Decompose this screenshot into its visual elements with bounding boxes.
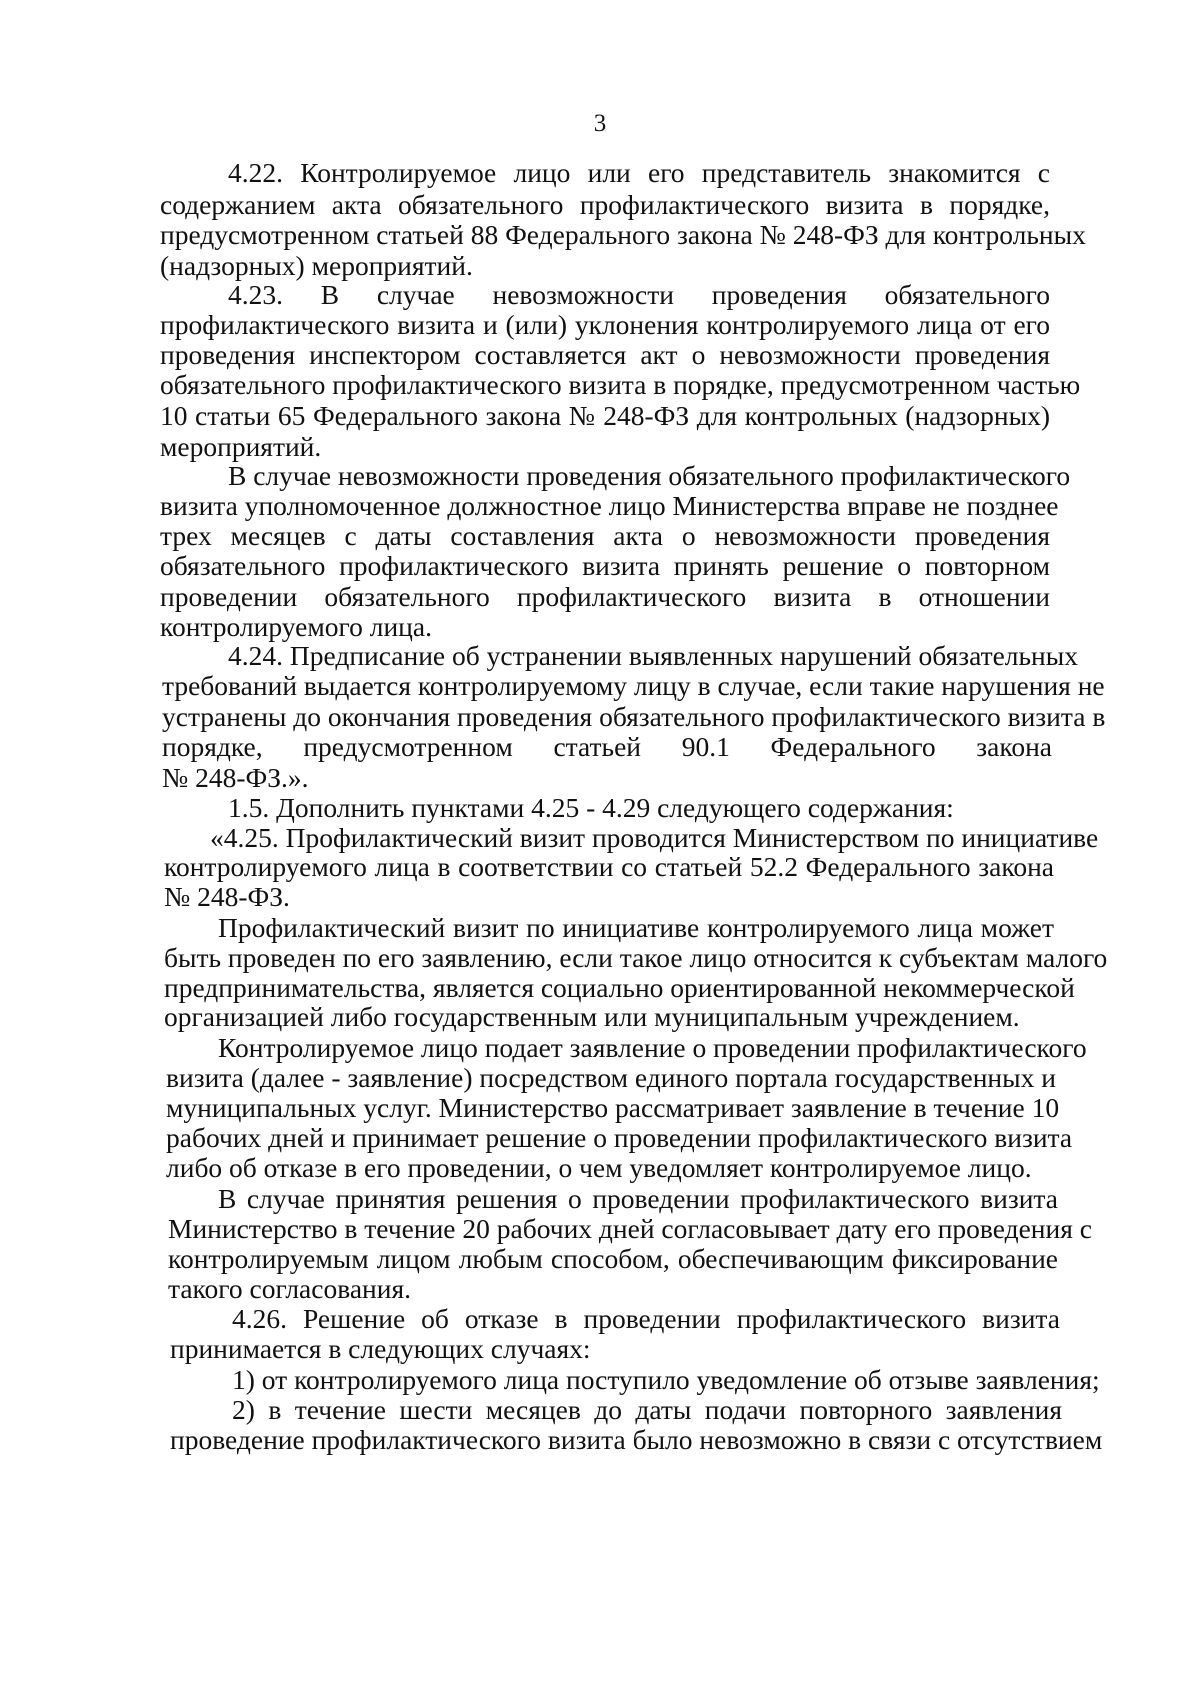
text-line: мероприятий. [160,431,322,462]
text-line: порядке, предусмотренном статьей 90.1 Федерального закона [162,731,1052,762]
text-line: предпринимательства, является социально ориентированной некоммерческой [164,972,1075,1003]
text-line: Контролируемое лицо подает заявление о проведении профилактического [218,1032,1087,1063]
text-line: 4.24. Предписание об устранении выявленных нарушений обязательных [228,640,1079,671]
text-line: визита (далее - заявление) посредством единого портала государственных и [166,1062,1056,1093]
text-line: Министерство в течение 20 рабочих дней согласовывает дату его проведения с [168,1213,1092,1244]
text-line: обязательного профилактического визита принять решение о повторном [160,550,1050,581]
text-line: предусмотренном статьей 88 Федерального закона № 248-ФЗ для контрольных [160,219,1086,250]
text-line: В случае невозможности проведения обязательного профилактического [228,460,1071,491]
text-line: (надзорных) мероприятий. [160,250,473,281]
text-line: проведения инспектором составляется акт о невозможности проведения [160,339,1050,370]
text-line: 2) в течение шести месяцев до даты подачи повторного заявления [232,1394,1062,1425]
text-line: организацией либо государственным или муниципальным учреждением. [164,1001,1020,1032]
text-line: такого согласования. [168,1273,412,1304]
text-line: 1) от контролируемого лица поступило уведомление об отзыве заявления; [232,1364,1100,1395]
text-line: Профилактический визит по инициативе контролируемого лица может [218,912,1054,943]
text-line: проведение профилактического визита было невозможно в связи с отсутствием [170,1424,1103,1455]
text-line: обязательного профилактического визита в порядке, предусмотренном частью [160,369,1081,400]
text-line: В случае принятия решения о проведении профилактического визита [218,1183,1058,1214]
text-line: требований выдается контролируемому лицу в случае, если такие нарушения не [162,670,1105,701]
text-line: рабочих дней и принимает решение о проведении профилактического визита [166,1122,1073,1153]
text-line: трех месяцев с даты составления акта о невозможности проведения [160,520,1050,551]
text-line: устранены до окончания проведения обязательного профилактического визита в [162,701,1106,732]
text-line: 4.22. Контролируемое лицо или его представитель знакомится с [228,157,1050,188]
text-line: 1.5. Дополнить пунктами 4.25 - 4.29 следующего содержания: [228,792,954,823]
text-line: «4.25. Профилактический визит проводится Министерством по инициативе [210,822,1099,853]
text-line: № 248-ФЗ. [164,881,290,912]
text-line: проведении обязательного профилактического визита в отношении [160,581,1050,612]
text-line: визита уполномоченное должностное лицо Министерства вправе не позднее [160,490,1059,521]
text-line: контролируемого лица. [160,611,432,642]
text-line: 4.23. В случае невозможности проведения обязательного [228,279,1050,310]
page-number: 3 [593,110,607,137]
text-line: № 248-ФЗ.». [162,762,309,793]
text-line: принимается в следующих случаях: [170,1333,591,1364]
text-line: контролируемого лица в соответствии со статьей 52.2 Федерального закона [164,851,1054,882]
text-line: содержанием акта обязательного профилактического визита в порядке, [160,189,1050,220]
text-line: 4.26. Решение об отказе в проведении профилактического визита [232,1303,1060,1334]
text-line: либо об отказе в его проведении, о чем уведомляет контролируемое лицо. [166,1152,1032,1183]
text-line: быть проведен по его заявлению, если такое лицо относится к субъектам малого [164,942,1108,973]
text-line: контролируемым лицом любым способом, обеспечивающим фиксирование [168,1243,1058,1274]
text-line: 10 статьи 65 Федерального закона № 248-ФЗ для контрольных (надзорных) [160,400,1050,431]
text-line: профилактического визита и (или) уклонения контролируемого лица от его [160,309,1050,340]
text-line: муниципальных услуг. Министерство рассматривает заявление в течение 10 [166,1092,1060,1123]
